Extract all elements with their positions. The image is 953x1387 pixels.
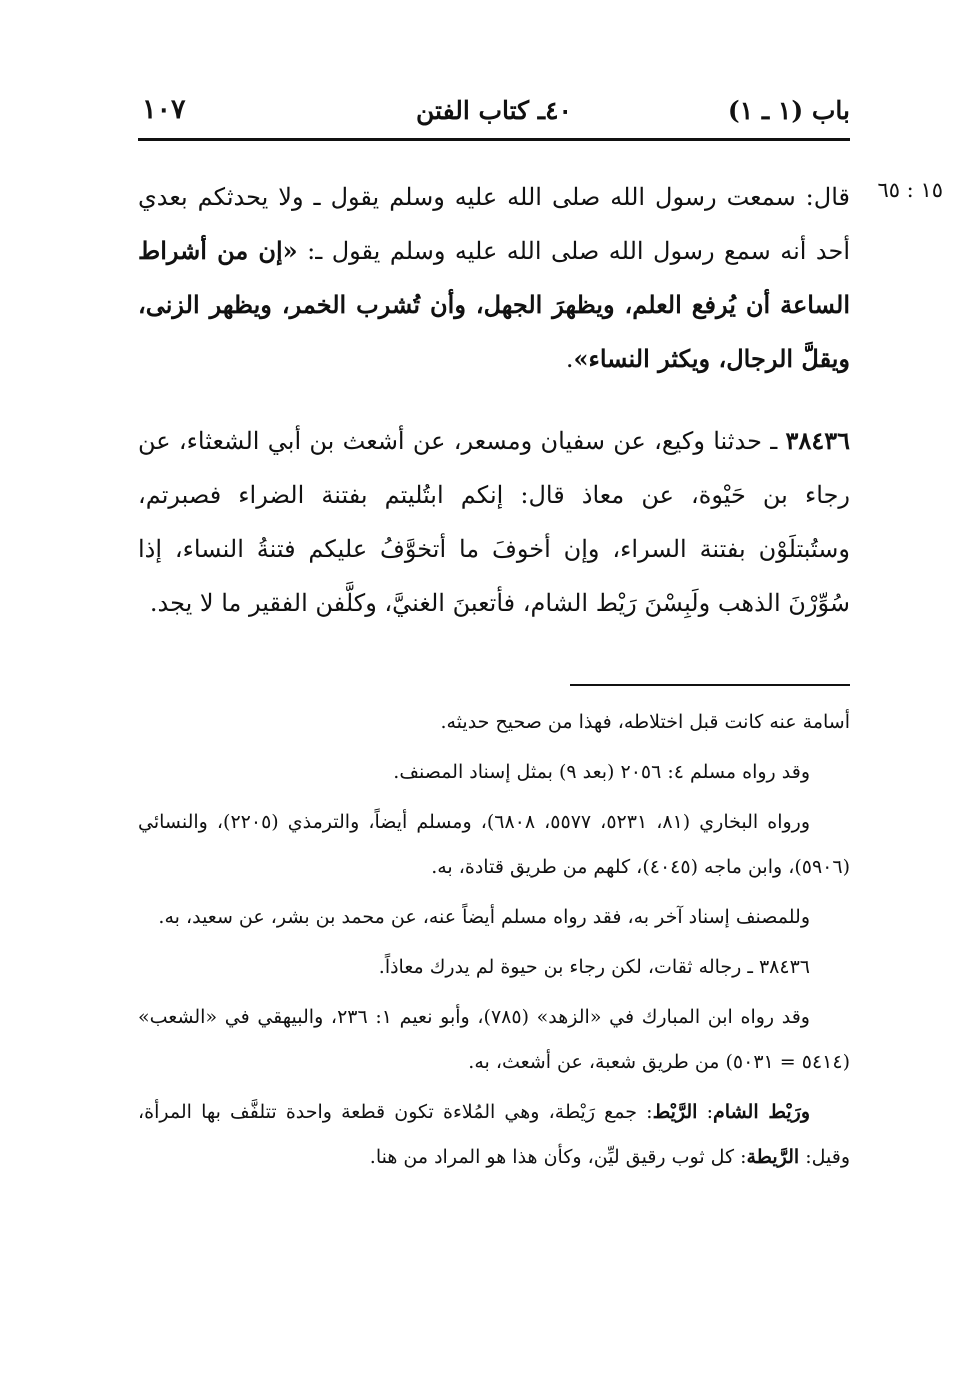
footnote-term-2: الرَّيْط (652, 1101, 698, 1123)
main-text (138, 170, 850, 630)
hadith-text: ـ حدثنا وكيع، عن سفيان ومسعر، عن أشعث بن أبي الشعثاء، عن رجاء بن حَيْوة، عن معاذ قال: إنكم ابتُليتم بفتنة الضراء فصبرتم، وستُبتلَوْن بفتنة السراء، وإن أخوفَ ما أتخوَّفُ عليكم فتنةُ النساء، إذا سُوِّرْنَ الذهب ولَبِسْنَ رَيْط الشام، فأتعبنَ الغنيَّ، وكلَّفن الفقير ما لا يجد. (138, 427, 850, 617)
footnote-definition-1: : جمع رَيْطة، وهي المُلاءة تكون قطعة واحدة تتلفَّف بها المرأة، وقيل: (138, 1101, 850, 1168)
hadith-paragraph-1 (138, 170, 850, 386)
footnote-line-4: وللمصنف إسناد آخر به، فقد رواه مسلم أيضاً عنه، عن محمد بن بشر، عن سعيد، به. (158, 906, 810, 928)
hadith-number: ٣٨٤٣٦ (785, 426, 850, 455)
page-header (138, 84, 850, 134)
hadith-chain: قال: سمعت رسول الله صلى الله عليه وسلم يقول ـ ولا يحدثكم بعدي أحد أنه سمع رسول الله صلى الله عليه وسلم يقول ـ: (138, 183, 850, 265)
footnote-term-1: ورَيْط الشام (713, 1101, 811, 1123)
footnotes (138, 700, 850, 1185)
hadith-paragraph-2 (138, 414, 850, 630)
footnote-line-5: ٣٨٤٣٦ ـ رجاله ثقات، لكن رجاء بن حيوة لم يدرك معاذاً. (378, 956, 810, 978)
footnote-line-1: أسامة عنه كانت قبل اختلاطه، فهذا من صحيح حديثه. (440, 711, 850, 733)
footnote-separator (570, 684, 850, 686)
side-reference: ١٥ : ٦٥ (877, 178, 943, 202)
footnote-line-2: وقد رواه مسلم ٤: ٢٠٥٦ (بعد ٩) بمثل إسناد المصنف. (393, 761, 810, 783)
footnote-term-3: الرَّيطة (746, 1146, 800, 1168)
hadith-matn: «إن من أشراط الساعة أن يُرفع العلم، ويظهرَ الجهل، وأن تُشرب الخمر، ويظهر الزنى، ويقلَّ الرجال، ويكثر النساء» (138, 236, 850, 373)
footnote-line-7 (138, 1090, 850, 1180)
chapter-heading: باب (١ ـ ١) (727, 96, 850, 125)
footnote-definition-2: : كل ثوب رقيق ليِّن، وكأن هذا هو المراد من هنا. (369, 1146, 747, 1168)
page-number: ١٠٧ (142, 94, 186, 125)
footnote-line-3: ورواه البخاري (٨١، ٥٢٣١، ٥٥٧٧، ٦٨٠٨)، ومسلم أيضاً، والترمذي (٢٢٠٥)، والنسائي (٥٩٠٦)، وابن ماجه (٤٠٤٥)، كلهم من طريق قتادة، به. (138, 811, 850, 878)
header-rule (138, 138, 850, 141)
book-title: ٤٠ـ كتاب الفتن (416, 96, 572, 125)
footnote-line-6: وقد رواه ابن المبارك في «الزهد» (٧٨٥)، وأبو نعيم ١: ٢٣٦، والبيهقي في «الشعب» (٥٤١٤ = ٥٠٣١) من طريق شعبة، عن أشعث، به. (138, 1006, 850, 1073)
footnote-colon: : (697, 1101, 714, 1123)
hadith-end: . (565, 345, 574, 373)
